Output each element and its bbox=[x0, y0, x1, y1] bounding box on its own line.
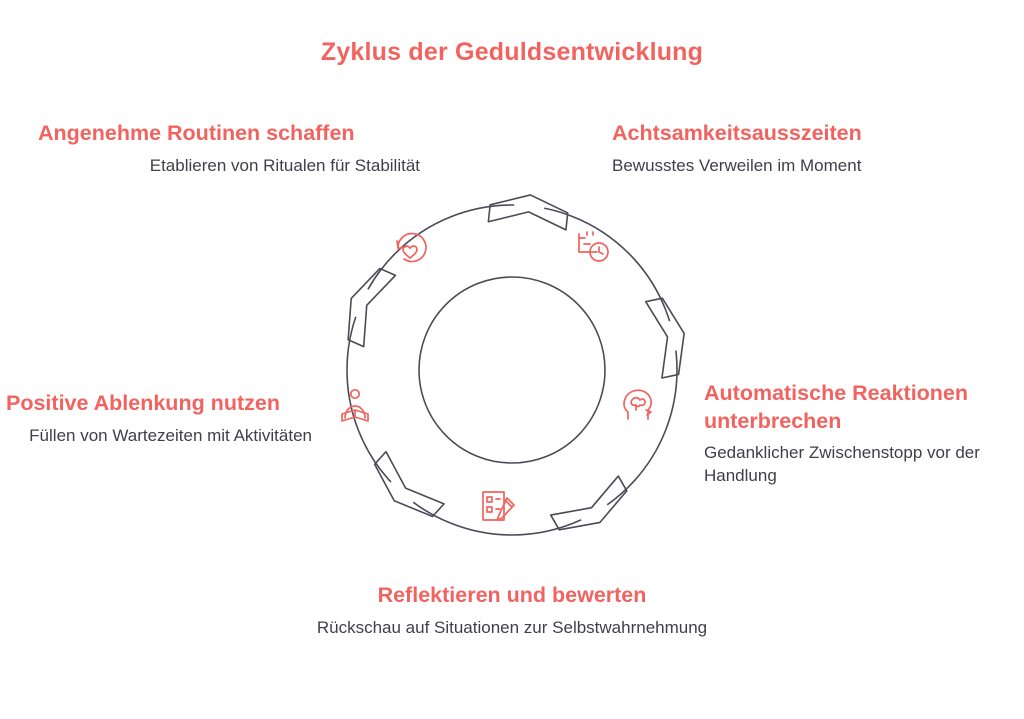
segment-label-interrupt-automatic bbox=[704, 380, 1004, 488]
segment-heading: Achtsamkeitsausszeiten bbox=[612, 121, 862, 145]
segment-label-positive-distraction bbox=[0, 390, 312, 447]
segment-label-pleasant-routines bbox=[30, 120, 420, 177]
segment-description: Gedanklicher Zwischenstopp vor der Handlung bbox=[704, 443, 980, 486]
segment-heading: Reflektieren und bewerten bbox=[377, 583, 647, 607]
segment-label-reflect-evaluate bbox=[262, 582, 762, 639]
segment-description: Füllen von Wartezeiten mit Aktivitäten bbox=[29, 425, 312, 445]
segment-heading: Automatische Reaktionen unterbrechen bbox=[704, 381, 969, 433]
segment-description: Rückschau auf Situationen zur Selbstwahrnehmung bbox=[316, 617, 708, 637]
segment-description: Etablieren von Ritualen für Stabilität bbox=[149, 155, 420, 175]
segment-label-mindfulness bbox=[612, 120, 992, 177]
person-reading-icon bbox=[342, 390, 368, 421]
segment-heading: Positive Ablenkung nutzen bbox=[6, 391, 280, 415]
head-brain-icon bbox=[624, 390, 651, 419]
segment-description: Bewusstes Verweilen im Moment bbox=[612, 155, 862, 175]
note-pencil-icon bbox=[483, 492, 514, 520]
page-title: Zyklus der Geduldsentwicklung bbox=[320, 38, 704, 66]
clock-break-icon bbox=[579, 232, 608, 261]
segment-heading: Angenehme Routinen schaffen bbox=[38, 121, 355, 145]
cycle-ring-graphic bbox=[292, 160, 732, 580]
